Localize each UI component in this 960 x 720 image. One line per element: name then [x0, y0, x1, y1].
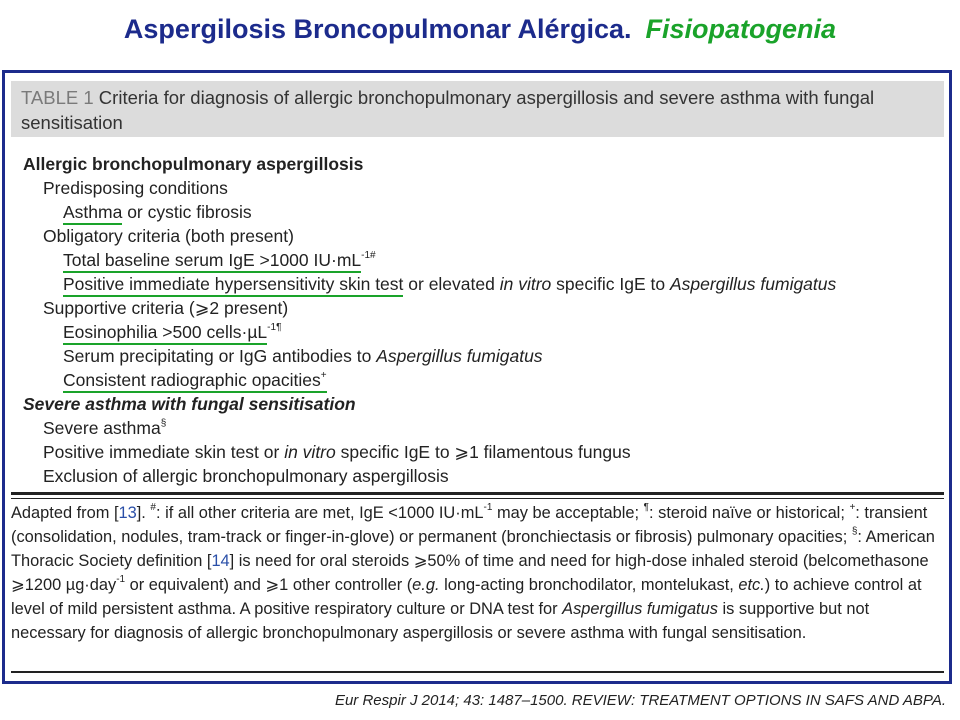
footnote: [11, 501, 946, 645]
fn-p2: ].: [136, 504, 151, 522]
fn-p11: ) to achieve control at level of mild persistent asthma. A positive respiratory culture or DNA test for: [11, 576, 922, 618]
ige-underlined: [63, 250, 361, 273]
skin-test-row: [63, 273, 836, 295]
af-species: Aspergillus fumigatus: [669, 274, 837, 294]
serum-text: Serum precipitating or IgG antibodies to: [63, 346, 377, 366]
eos-underlined: [63, 322, 267, 345]
serum-species: Aspergillus fumigatus: [376, 346, 543, 366]
skin-test-safs-row: [43, 441, 631, 463]
separator-thick: [11, 492, 944, 495]
ref-14-link[interactable]: 14: [211, 552, 230, 570]
predisposing-row: [63, 201, 252, 223]
radio-sup: +: [320, 370, 327, 381]
separator-thin: [11, 498, 944, 499]
skin-suffix: specific IgE to ⩾1 filamentous fungus: [335, 442, 631, 462]
radio-underlined: [63, 370, 327, 393]
radio-text: Consistent radiographic opacities: [63, 370, 321, 390]
eos-sup: -1¶: [267, 322, 282, 333]
abpa-heading: Allergic bronchopulmonary aspergillosis: [23, 154, 364, 174]
fn-etc: etc.: [738, 576, 765, 594]
severe-asthma-row: [43, 417, 166, 439]
fn-p6: : transient (consolidation, nodules, tram-track or finger-in-glove) or permanent (bronchiectasis or fibrosis) pulmonary opacities;: [11, 504, 928, 546]
slide-title-accent: Fisiopatogenia: [645, 14, 837, 44]
citation: Eur Respir J 2014; 43: 1487–1500. REVIEW: TREATMENT OPTIONS IN SAFS AND ABPA.: [334, 692, 946, 709]
specific-ige-to: specific IgE to: [551, 274, 670, 294]
fn-sup-a: -1: [483, 502, 493, 513]
in-vitro-text: in vitro: [499, 274, 552, 294]
asthma-underlined: Asthma: [63, 202, 122, 225]
table-caption: [11, 81, 944, 137]
cystic-fibrosis-text: or cystic fibrosis: [122, 202, 252, 222]
fn-eg: e.g.: [412, 576, 440, 594]
fn-sup-b: -1: [116, 574, 126, 585]
fn-p7: : American Thoracic Society definition [: [11, 528, 935, 570]
fn-plus: +: [849, 502, 856, 513]
fn-pil: ¶: [643, 502, 650, 513]
separator-bottom: [11, 671, 944, 673]
skin-test-underlined: Positive immediate hypersensitivity skin test: [63, 274, 403, 297]
safs-in-vitro: in vitro: [284, 442, 336, 462]
fn-p12: is supportive but not necessary for diagnosis of allergic bronchopulmonary aspergillosis or severe asthma with fungal sensitisation.: [11, 600, 870, 642]
severe-sup: §: [160, 418, 167, 429]
slide-title-main: Aspergilosis Broncopulmonar Alérgica.: [123, 14, 632, 44]
predisposing-label: Predisposing conditions: [43, 178, 228, 198]
slide-title: [0, 14, 960, 45]
safs-heading: Severe asthma with fungal sensitisation: [23, 394, 356, 414]
table-caption-text: Criteria for diagnosis of allergic bronchopulmonary aspergillosis and severe asthma with fungal sensitisation: [21, 87, 875, 133]
skin-prefix: Positive immediate skin test or: [43, 442, 285, 462]
fn-p1: Adapted from [: [11, 504, 119, 522]
supportive-label: Supportive criteria (⩾2 present): [43, 298, 289, 318]
fn-species: Aspergillus fumigatus: [562, 600, 718, 618]
ige-row: [63, 249, 376, 271]
ige-sup: -1#: [361, 250, 376, 261]
exclusion-row: Exclusion of allergic bronchopulmonary aspergillosis: [43, 466, 449, 486]
table-label: TABLE 1: [21, 87, 94, 108]
ige-text: Total baseline serum IgE >1000 IU·mL: [63, 250, 362, 270]
obligatory-label: Obligatory criteria (both present): [43, 226, 294, 246]
fn-hash: #: [150, 502, 156, 513]
fn-p5: : steroid naïve or historical;: [649, 504, 850, 522]
severe-text: Severe asthma: [43, 418, 161, 438]
fn-p4: may be acceptable;: [492, 504, 644, 522]
fn-p10: long-acting bronchodilator, montelukast,: [439, 576, 739, 594]
serum-row: [63, 345, 543, 367]
table-frame: [2, 70, 952, 684]
eos-text: Eosinophilia >500 cells·µL: [63, 322, 268, 342]
fn-p9: or equivalent) and ⩾1 other controller (: [125, 576, 413, 594]
fn-p8: ] is need for oral steroids ⩾50% of time and need for high-dose inhaled steroid (belcomethasone ⩾1200 µg·day: [11, 552, 929, 594]
fn-sect: §: [851, 526, 858, 537]
elevated-prefix: or elevated: [403, 274, 500, 294]
radiographic-row: [63, 369, 327, 391]
eosinophilia-row: [63, 321, 281, 343]
ref-13-link[interactable]: 13: [118, 504, 137, 522]
fn-p3: : if all other criteria are met, IgE <1000 IU·mL: [155, 504, 484, 522]
